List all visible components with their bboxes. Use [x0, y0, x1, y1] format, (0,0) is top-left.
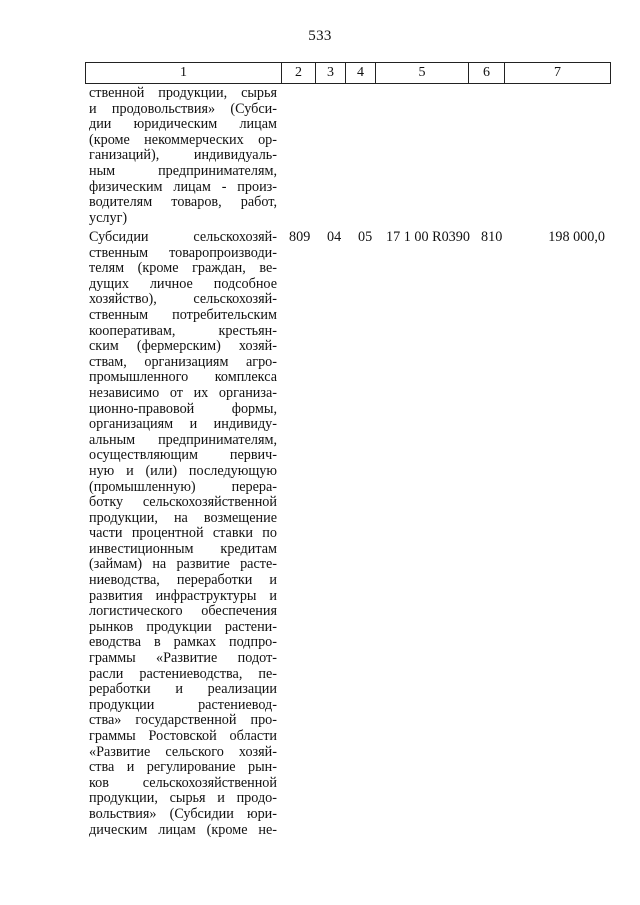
- text-line: телям (кроме граждан, ве-: [89, 260, 277, 277]
- text-line: ков сельскохозяйственной: [89, 774, 277, 791]
- text-line: продукции, на возмещение: [89, 509, 277, 526]
- text-line: альным предпринимателям,: [89, 431, 277, 448]
- page-number: 533: [308, 28, 332, 44]
- amount: 198 000,0: [548, 229, 605, 245]
- text-line: ную и (или) последующую: [89, 462, 277, 479]
- ministry-code: 809: [289, 229, 311, 245]
- text-line: расли растениеводства, пе-: [89, 665, 277, 682]
- text-line: ствам, организациям агро-: [89, 353, 277, 370]
- text-line: рынков продукции растени-: [89, 618, 277, 635]
- text-line: продукции, сырья и продо-: [89, 790, 277, 807]
- text-line: реработки и реализации: [89, 681, 277, 698]
- text-line: осуществляющим первич-: [89, 447, 277, 464]
- column-header-row: [85, 62, 611, 84]
- column-header-3: 3: [316, 63, 346, 84]
- text-line: ственным товаропроизводи-: [89, 244, 277, 261]
- text-line: части процентной ставки по: [89, 525, 277, 542]
- text-line: граммы «Развитие подот-: [89, 650, 277, 667]
- text-line: Субсидии сельскохозяй-: [89, 229, 277, 245]
- column-header-2: 2: [282, 63, 316, 84]
- text-line: ганизаций), индивидуаль-: [89, 147, 277, 164]
- text-line: (промышленную) перера-: [89, 478, 277, 495]
- text-line: ботку сельскохозяйственной: [89, 494, 277, 511]
- text-line: независимо от их организа-: [89, 384, 277, 401]
- row-1-description: [89, 86, 277, 226]
- text-line: логистического обеспечения: [89, 603, 277, 620]
- text-line: кооперативам, крестьян-: [89, 322, 277, 339]
- text-line: (займам) на развитие расте-: [89, 556, 277, 573]
- text-line: ственной продукции, сырья: [89, 85, 277, 101]
- text-line: еводства в рамках подпро-: [89, 634, 277, 651]
- text-line: инвестиционным кредитам: [89, 540, 277, 557]
- text-line: услуг): [89, 209, 128, 226]
- text-line: (кроме некоммерческих ор-: [89, 131, 277, 148]
- text-line: промышленного комплекса: [89, 369, 277, 386]
- text-line: дущих личное подсобное: [89, 275, 277, 292]
- section-code: 04: [327, 229, 342, 245]
- text-line: ным предпринимателям,: [89, 162, 277, 179]
- column-header-6: 6: [469, 63, 505, 84]
- text-line: ниеводства, переработки и: [89, 572, 277, 589]
- subsection-code: 05: [358, 229, 373, 245]
- text-line: развития инфраструктуры и: [89, 587, 277, 604]
- text-line: «Развитие сельского хозяй-: [89, 743, 277, 760]
- text-line: продукции растениевод-: [89, 696, 277, 713]
- text-line: ственным потребительским: [89, 306, 277, 323]
- text-line: дии юридическим лицам: [89, 116, 277, 133]
- text-line: и продовольствия» (Субси-: [89, 100, 277, 117]
- text-line: вольствия» (Субсидии юри-: [89, 805, 277, 822]
- text-line: ционно-правовой формы,: [89, 400, 277, 417]
- column-header-5: 5: [376, 63, 469, 84]
- text-line: ства» государственной про-: [89, 712, 277, 729]
- text-line: водителям товаров, работ,: [89, 194, 277, 211]
- text-line: организациям и индивиду-: [89, 416, 277, 433]
- column-header-7: 7: [505, 63, 611, 84]
- target-article-code: 17 1 00 R0390: [386, 229, 470, 245]
- text-line: ства и регулирование рын-: [89, 759, 277, 776]
- text-line: дическим лицам (кроме не-: [89, 821, 277, 838]
- expense-type-code: 810: [481, 229, 503, 245]
- column-header-4: 4: [346, 63, 376, 84]
- row-2-description: [89, 230, 277, 838]
- column-header-1: 1: [86, 63, 282, 84]
- text-line: хозяйство), сельскохозяй-: [89, 291, 277, 308]
- text-line: граммы Ростовской области: [89, 728, 277, 744]
- text-line: ским (фермерским) хозяй-: [89, 338, 277, 355]
- text-line: физическим лицам - произ-: [89, 178, 277, 195]
- row-2-values: [0, 230, 640, 246]
